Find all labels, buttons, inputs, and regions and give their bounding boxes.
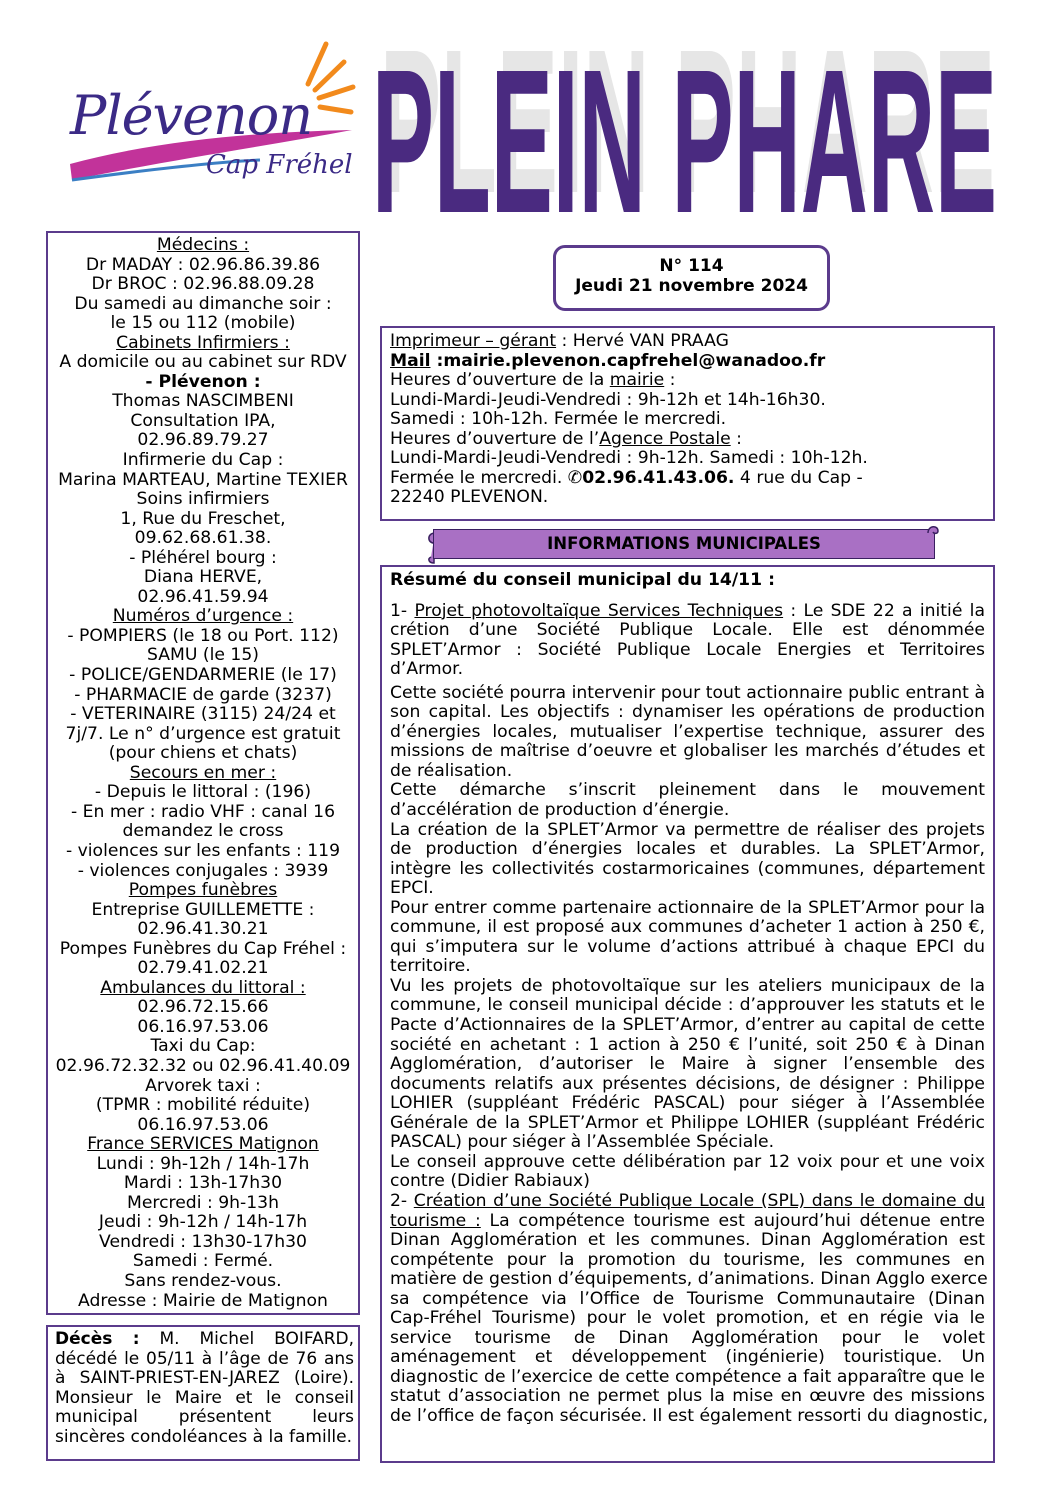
contact-line: 02.96.41.30.21 <box>137 919 269 940</box>
contact-line: Lundi : 9h-12h / 14h-17h <box>96 1153 310 1174</box>
article-line: commune, le conseil municipal décide : d’approuver les statuts et le <box>390 995 985 1016</box>
contact-line: 02.96.89.79.27 <box>137 430 269 451</box>
contact-line: 06.16.97.53.06 <box>137 1016 269 1037</box>
article-line: qui s’imputera sur le volume d’actions attribué à chaque EPCI du <box>390 936 985 957</box>
article-line: crétion d’une Société Publique Locale. Elle est dénommée <box>390 620 985 641</box>
contact-line: 06.16.97.53.06 <box>137 1114 269 1135</box>
plevenon-logo <box>60 32 360 202</box>
article-box <box>380 565 995 1463</box>
article-line: service tourisme de Dinan Agglomération pour le volet <box>390 1327 985 1348</box>
deces-line: M. Michel BOIFARD, <box>159 1329 355 1349</box>
article-line: sa compétence via l’Office de Tourisme Communautaire (Dinan <box>390 1288 985 1309</box>
article-line: SPLET’Armor : Société Publique Locale Energies et Territoires <box>390 639 985 660</box>
article-line: Cette démarche s’inscrit pleinement dans le mouvement <box>390 780 985 801</box>
article-line: Générale de la SPLET’Armor et Philippe LOHIER (suppléant Frédéric <box>390 1112 985 1133</box>
contact-line: - VETERINAIRE (3115) 24/24 et <box>70 704 336 725</box>
contact-line: 02.96.41.59.94 <box>137 586 269 607</box>
contact-line: Arvorek taxi : <box>145 1075 261 1096</box>
contact-line: Pompes Funèbres du Cap Fréhel : <box>59 938 347 959</box>
contacts-box <box>46 231 360 1315</box>
printer-value: : Hervé VAN PRAAG <box>556 331 729 351</box>
hours-line: Samedi : 10h-12h. Fermée le mercredi. <box>390 409 727 430</box>
hours-label: Heures d’ouverture de la <box>390 370 610 391</box>
sun-rays-icon <box>308 44 353 112</box>
contact-line: Du samedi au dimanche soir : <box>74 293 332 314</box>
article-line: société en achetant : 1 action à 250 € l’unité, soit 250 € à Dinan <box>390 1034 985 1055</box>
contact-line: demandez le cross <box>122 821 284 842</box>
contact-line: Pompes funèbres <box>128 880 278 901</box>
contact-line: 09.62.68.61.38. <box>134 528 272 549</box>
article-line: commune, il est proposé aux communes d’acheter 1 action à 250 €, <box>390 917 985 938</box>
article-line: territoire. <box>390 956 471 977</box>
article-line <box>390 1192 985 1212</box>
post-label-end: : <box>730 428 742 449</box>
contact-line: Dr MADAY : 02.96.86.39.86 <box>85 254 321 275</box>
contact-line: 1, Rue du Freschet, <box>120 508 286 529</box>
contact-line: - PHARMACIE de garde (3237) <box>74 684 332 705</box>
printer-label: Imprimeur – gérant <box>390 331 557 351</box>
contact-line: Marina MARTEAU, Martine TEXIER <box>58 469 348 490</box>
p1-line: : Le SDE 22 a initié la <box>783 600 985 621</box>
article-line: EPCI. <box>390 878 434 899</box>
contact-line: (TPMR : mobilité réduite) <box>95 1095 311 1116</box>
contact-line: - violences conjugales : 3939 <box>77 860 329 881</box>
contact-line: (pour chiens et chats) <box>108 743 298 764</box>
p2-heading-end: tourisme : <box>390 1210 481 1231</box>
article-line: de réalisation. <box>390 760 513 781</box>
article-line: PASCAL) pour siéger à l’Assemblée Spéciale. <box>390 1132 775 1153</box>
article-line: de l’office de façon sécurisée. Il est également ressorti du diagnostic, <box>390 1405 989 1426</box>
contact-line: Samedi : Fermé. <box>132 1251 274 1272</box>
deces-line: municipal présentent leurs <box>55 1407 354 1428</box>
article-line: Agglomération, d’autoriser le Maire à signer l’ensemble des <box>390 1054 985 1075</box>
contact-line: - En mer : radio VHF : canal 16 <box>70 801 336 822</box>
issue-box <box>553 245 830 311</box>
contact-line: Mercredi : 9h-13h <box>126 1192 279 1213</box>
article-line <box>390 1212 985 1232</box>
contact-line: - POMPIERS (le 18 ou Port. 112) <box>67 625 339 646</box>
contact-line: Vendredi : 13h30-17h30 <box>99 1231 307 1252</box>
article-line: de production d’énergies locales et durables. La SPLET’Armor, <box>390 839 985 860</box>
article-line: diagnostic de l’exercice de cette compétence a fait apparaître que le <box>390 1366 985 1387</box>
article-line: Cap-Fréhel Tourisme) pour le volet promotion, et en régie via le <box>390 1308 985 1329</box>
article-title: Résumé du conseil municipal du 14/11 : <box>390 570 775 590</box>
article-line: d’Armor. <box>390 659 464 680</box>
contact-line: Dr BROC : 02.96.88.09.28 <box>91 274 315 295</box>
p2-prefix: 2- <box>390 1190 414 1211</box>
contact-line: - Depuis le littoral : (196) <box>94 782 312 803</box>
contact-line: SAMU (le 15) <box>147 645 259 666</box>
contact-line: Thomas NASCIMBENI <box>112 391 294 412</box>
masthead <box>372 12 1012 227</box>
article-line: Cette société pourra intervenir pour tout actionnaire public entrant à <box>390 682 985 703</box>
article-line: d’énergies locales, mutualiser l’expertise technique, assurer des <box>390 721 985 742</box>
article-line: intègre les collectivités costarmoricaines (communes, département <box>390 858 985 879</box>
deces-label: Décès : <box>55 1329 140 1349</box>
contact-line: 02.96.72.32.32 ou 02.96.41.40.09 <box>55 1055 351 1076</box>
deces-line: décédé le 05/11 à l’âge de 76 ans <box>55 1348 354 1369</box>
mail-label: Mail <box>390 350 431 371</box>
article-line: matière de gestion d’équipements, d’animations. Dinan Agglo exerce <box>390 1269 988 1290</box>
banner-scroll-right <box>926 523 940 535</box>
post-line: Lundi-Mardi-Jeudi-Vendredi : 9h-12h. Samedi : 10h-12h. <box>390 448 868 469</box>
deces-line: Monsieur le Maire et le conseil <box>55 1387 354 1408</box>
contact-line: - Pléhérel bourg : <box>129 547 277 568</box>
contact-line: Consultation IPA, <box>130 410 276 431</box>
article-line: LOHIER (suppléant Frédéric PASCAL) pour siéger à l’Assemblée <box>390 1093 985 1114</box>
post-line: 22240 PLEVENON. <box>390 487 549 508</box>
article-line: statut d’association ne permet plus la mise en œuvre des missions <box>390 1386 985 1407</box>
contact-line: Jeudi : 9h-12h / 14h-17h <box>98 1212 308 1233</box>
contact-line: A domicile ou au cabinet sur RDV <box>59 352 347 373</box>
issue-number: N° 114 <box>659 256 724 276</box>
article-line: aménagement et développement (ingénierie) touristique. Un <box>390 1347 985 1368</box>
contact-line: Cabinets Infirmiers : <box>116 332 290 353</box>
article-line: missions de maîtrise d’oeuvre et globaliser les marchés d’études et <box>390 741 985 762</box>
contact-line: le 15 ou 112 (mobile) <box>110 313 296 334</box>
contact-line: Médecins : <box>156 235 250 255</box>
contact-line: - Plévenon : <box>145 371 261 392</box>
article-line: son capital. Les objectifs : dynamiser les opérations de production <box>390 702 985 723</box>
article-line: contre (Didier Rabiaux) <box>390 1171 590 1192</box>
contact-line: Diana HERVE, <box>143 567 263 588</box>
post-address: 4 rue du Cap - <box>734 467 863 488</box>
deces-line: à SAINT-PRIEST-EN-JAREZ (Loire). <box>55 1368 354 1389</box>
contact-line: Adresse : Mairie de Matignon <box>78 1290 328 1311</box>
article-line: La création de la SPLET’Armor va permettre de réaliser des projets <box>390 819 985 840</box>
imprint-box <box>380 326 995 521</box>
p1-prefix: 1- <box>390 600 415 621</box>
article-line: Le conseil approuve cette délibération par 12 voix pour et une voix <box>390 1151 985 1172</box>
logo-subtitle: Cap Fréhel <box>206 150 353 180</box>
contact-line: Ambulances du littoral : <box>100 977 306 998</box>
contact-line: Mardi : 13h-17h30 <box>123 1173 283 1194</box>
section-banner: INFORMATIONS MUNICIPALES <box>433 529 935 559</box>
contact-line: Entreprise GUILLEMETTE : <box>91 899 315 920</box>
masthead-title-shadow: PLEIN PHARE <box>380 12 995 227</box>
phone-icon: ✆ <box>567 467 583 488</box>
mail-link[interactable]: :mairie.plevenon.capfrehel@wanadoo.fr <box>430 350 826 371</box>
masthead-title: PLEIN PHARE <box>372 27 997 227</box>
p2-line: La compétence tourisme est aujourd’hui détenue entre <box>480 1210 985 1231</box>
post-line: Fermée le mercredi. <box>390 467 568 488</box>
hours-label-end: : <box>664 370 676 391</box>
article-line <box>390 602 985 622</box>
article-line: documents relatifs aux présentes décisions, de désigner : Philippe <box>390 1073 985 1094</box>
article-line: Pour entrer comme partenaire actionnaire de la SPLET’Armor pour la <box>390 897 985 918</box>
contact-line: - POLICE/GENDARMERIE (le 17) <box>69 665 337 686</box>
contact-line: 02.79.41.02.21 <box>137 958 269 979</box>
contact-line: Numéros d’urgence : <box>112 606 294 627</box>
mairie-link: mairie <box>609 370 665 391</box>
p1-heading: Projet photovoltaïque Services Techniques <box>414 600 784 621</box>
contact-line: - violences sur les enfants : 119 <box>65 840 341 861</box>
article-line: Vu les projets de photovoltaïque sur les ateliers municipaux de la <box>390 975 985 996</box>
contact-line: France SERVICES Matignon <box>87 1134 319 1155</box>
agence-postale-link: Agence Postale <box>599 428 731 449</box>
issue-date: Jeudi 21 novembre 2024 <box>575 276 808 296</box>
article-line: Pacte d’Actionnaires de la SPLET’Armor, d’entrer au capital de cette <box>390 1015 985 1036</box>
p2-heading: Création d’une Société Publique Locale (SPL) dans le domaine du <box>413 1190 985 1211</box>
article-line: Dinan Agglomération et les communes. Dinan Agglomération est <box>390 1230 985 1251</box>
deces-box <box>46 1325 360 1461</box>
contact-line: Taxi du Cap: <box>150 1036 256 1057</box>
deces-line: sincères condoléances à la famille. <box>55 1426 353 1447</box>
contact-line: Secours en mer : <box>129 762 277 783</box>
logo-name: Plévenon <box>70 84 313 147</box>
post-phone: 02.96.41.43.06. <box>582 467 735 488</box>
contact-line: Sans rendez-vous. <box>124 1270 282 1291</box>
post-label: Heures d’ouverture de l’ <box>390 428 600 449</box>
contact-line: 7j/7. Le n° d’urgence est gratuit <box>65 723 341 744</box>
contact-line: Infirmerie du Cap : <box>122 450 284 471</box>
contact-line: Soins infirmiers <box>136 489 270 510</box>
article-line: compétente pour la promotion du tourisme, les communes en <box>390 1249 985 1270</box>
article-line: d’accélération de production d’énergie. <box>390 800 730 821</box>
hours-line: Lundi-Mardi-Jeudi-Vendredi : 9h-12h et 14h-16h30. <box>390 389 826 410</box>
contact-line: 02.96.72.15.66 <box>137 997 269 1018</box>
